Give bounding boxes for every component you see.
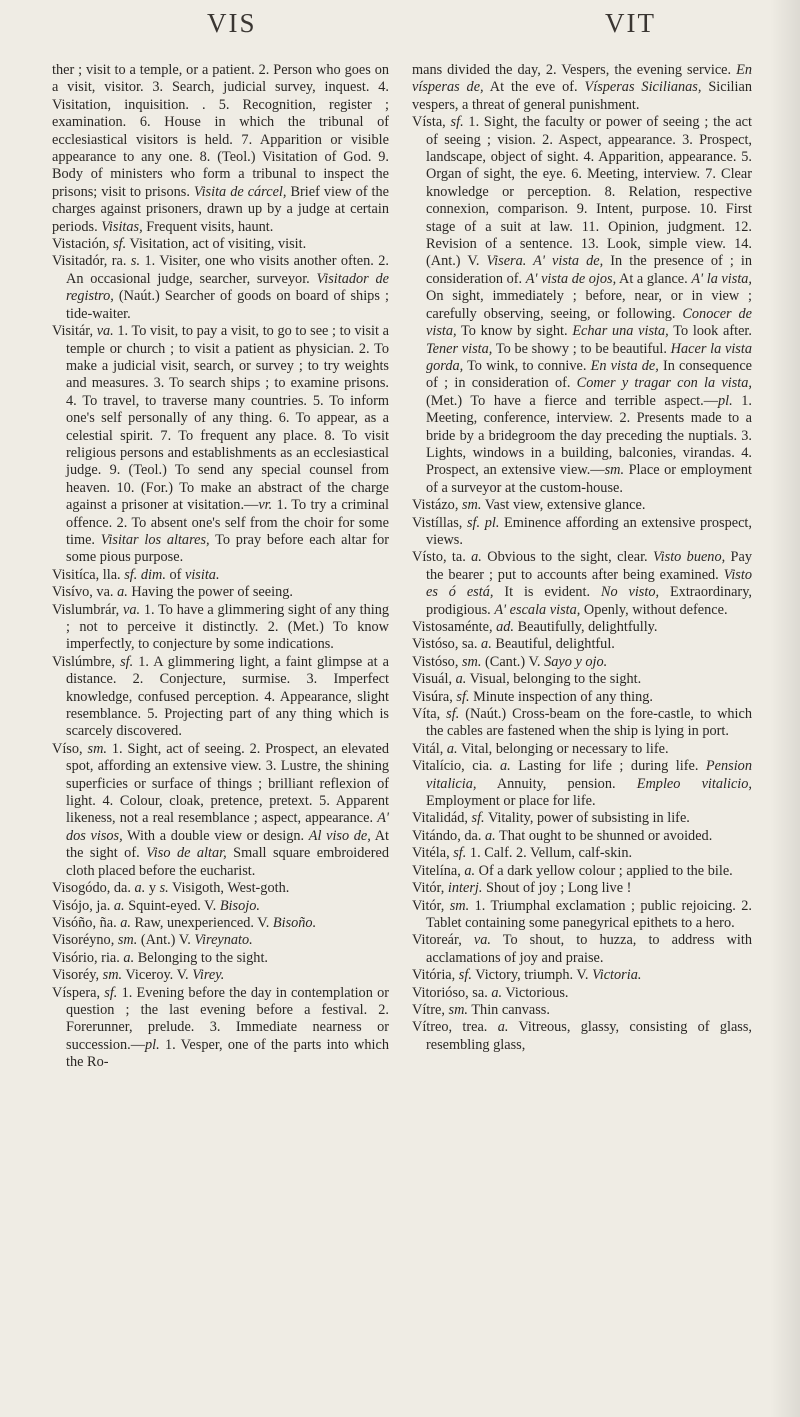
entry-italic-segment: visita.	[184, 566, 220, 583]
entry-italic-segment: va.	[123, 601, 141, 618]
entry-italic-segment: A' escala vista,	[494, 601, 581, 618]
entry-italic-segment: En vista de,	[590, 357, 659, 374]
entry-text-segment: Beautifully, delightfully.	[514, 619, 658, 635]
entry-italic-segment: a.	[481, 636, 492, 653]
entry-italic-segment: a.	[497, 1019, 509, 1036]
entry-italic-segment: sf.	[450, 114, 464, 131]
entry-text-segment: 1. Sight, act of seeing. 2. Prospect, an elevated spot, affording an extensive view. 3. Lustre, the shining superficies or surface of things ; brilliant reflexion of light. 4. Colour, cloak, pretence, pretext. 5. Apparent likeness, not a real resemblance ; aspect, appearance.	[66, 740, 389, 827]
entry-text-segment: Vitality, power of subsisting in life.	[484, 810, 690, 827]
entry-text-segment: Raw, unexperienced. V.	[130, 914, 273, 931]
dictionary-entry	[412, 880, 752, 897]
dictionary-entry	[412, 654, 752, 671]
entry-text-segment: Vitalidád,	[412, 810, 472, 827]
entry-text-segment: 1. Visiter, one who visits another often. 2. An occasional judge, searcher, surveyor.	[66, 253, 389, 287]
entry-text-segment: Annuity, pension.	[476, 775, 637, 792]
entry-text-segment: ther ; visit to a temple, or a patient. 2. Person who goes on a visit, visitor. 3. Search, judicial survey, inquest. 4. Visitation, inquisition. . 5. Recognition, register ; examination. 6. House in which the tribunal of ecclesiastical visitors is held. 7. Apparition or visible appearance to any one. 8. (Teol.) Visitation of God. 9. Body of ministers who form a tribunal to inspect the prisons; visit to prisons.	[52, 62, 389, 200]
entry-text-segment: Vitéla,	[412, 845, 454, 862]
dictionary-entry	[412, 985, 752, 1002]
entry-text-segment: 1. Sight, the faculty or power of seeing ; the act of seeing ; vision. 2. Aspect, appearance. 3. Prospect, landscape, object of sight. 4. Apparition, appearance. 5. Organ of sight, the eye. 6. Meeting, interview. 7. Clear knowledge or perception. 8. Relation, respective connexion, comparison. 9. Intent, purpose. 10. First stage of a suit at law. 11. Opinion, judgment. 12. Revision of a sentence. 13. Look, simple view. 14. (Ant.) V.	[426, 114, 753, 270]
dictionary-entry	[412, 497, 752, 514]
entry-text-segment: Víspera,	[52, 984, 105, 1001]
dictionary-entry	[412, 671, 752, 688]
entry-italic-segment: sf.	[113, 236, 127, 253]
entry-text-segment: Visogódo, da.	[52, 880, 135, 897]
entry-text-segment: Vistación,	[52, 236, 114, 253]
entry-italic-segment: sf.	[458, 967, 472, 984]
entry-text-segment: Of a dark yellow colour ; applied to the bile.	[475, 862, 733, 879]
entry-text-segment: 1. Vesper, one of the parts into which the Ro-	[66, 1036, 389, 1071]
left-column	[52, 62, 389, 1072]
dictionary-entry	[52, 950, 389, 967]
entry-text-segment: Vistázo,	[412, 497, 462, 514]
entry-text-segment: Vítre,	[412, 1001, 449, 1018]
entry-text-segment: Vísta,	[412, 114, 451, 131]
dictionary-entry	[52, 985, 389, 1072]
entry-italic-segment: s.	[130, 253, 141, 270]
entry-italic-segment: Vísperas Sicilianas,	[584, 79, 702, 96]
dictionary-entry	[412, 62, 752, 114]
entry-italic-segment: a.	[491, 984, 503, 1001]
entry-italic-segment: Hacer la vista gorda,	[426, 340, 752, 374]
entry-text-segment: With a double view or design.	[122, 827, 309, 844]
dictionary-entry	[412, 758, 752, 810]
entry-italic-segment: s.	[159, 880, 169, 897]
dictionary-entry	[52, 323, 389, 567]
entry-text-segment: 1. A glimmering light, a faint glimpse at a distance. 2. Conjecture, surmise. 3. Imperfect knowledge, confused perception. 4. Appearance, slight resemblance. 5. Projecting part of any thing which is scarcely discovered.	[66, 653, 389, 740]
entry-italic-segment: En vísperas de,	[412, 62, 752, 96]
entry-italic-segment: a.	[134, 880, 146, 897]
entry-italic-segment: a.	[464, 862, 476, 879]
entry-italic-segment: Bisoño.	[272, 914, 317, 931]
entry-text-segment: Shout of joy ; Long live !	[482, 880, 632, 897]
entry-text-segment: (Naút.) Searcher of goods on board of ships ; tide-waiter.	[66, 288, 389, 322]
entry-text-segment: Eminence affording an extensive prospect, views.	[426, 514, 752, 548]
entry-text-segment: Visitadór, ra.	[52, 253, 131, 270]
entry-text-segment: Lasting for life ; during life.	[510, 758, 706, 775]
entry-italic-segment: interj.	[447, 880, 483, 897]
entry-italic-segment: sm.	[461, 497, 482, 514]
dictionary-entry	[52, 967, 389, 984]
entry-italic-segment: sf.	[453, 845, 467, 862]
dictionary-entry	[412, 967, 752, 984]
entry-italic-segment: sf.	[446, 706, 460, 723]
entry-text-segment: Vítreo, trea.	[412, 1019, 498, 1036]
entry-text-segment: Visívo, va.	[52, 584, 118, 601]
dictionary-entry	[412, 549, 752, 619]
entry-text-segment: Vitória,	[412, 967, 459, 984]
entry-text-segment: Vitál,	[412, 740, 447, 757]
entry-text-segment: (Met.) To have a fierce and terrible aspect.—	[426, 392, 719, 409]
entry-text-segment: Víta,	[412, 706, 447, 723]
entry-text-segment: Vitoreár,	[412, 932, 474, 949]
running-header	[0, 8, 800, 48]
entry-text-segment: mans divided the day, 2. Vespers, the evening service.	[412, 62, 737, 78]
entry-italic-segment: Viso de altar,	[146, 845, 227, 862]
entry-italic-segment: Vireynato.	[194, 932, 253, 949]
entry-text-segment: Thin canvass.	[468, 1001, 550, 1018]
entry-italic-segment: Conocer de vista,	[426, 305, 752, 340]
dictionary-entry	[52, 584, 389, 601]
entry-text-segment: Víso,	[52, 740, 88, 757]
entry-text-segment: Brief view of the charges against prisoners, drawn up by a judge at certain periods.	[52, 183, 389, 235]
entry-text-segment: Visitíca, lla.	[52, 566, 125, 583]
entry-italic-segment: sf. dim.	[124, 566, 166, 583]
entry-text-segment: 1. Calf. 2. Vellum, calf-skin.	[466, 845, 633, 862]
entry-text-segment: At a glance.	[616, 270, 692, 287]
entry-text-segment: Visóño, ña.	[52, 914, 121, 931]
entry-italic-segment: Visitar los altares,	[100, 531, 210, 548]
entry-text-segment: In consequence of ; in consideration of.	[426, 357, 753, 392]
entry-italic-segment: a.	[123, 949, 135, 966]
entry-text-segment: y	[145, 880, 160, 897]
entry-text-segment: Belonging to the sight.	[134, 949, 268, 966]
dictionary-entry	[52, 567, 389, 584]
dictionary-entry	[412, 706, 752, 741]
entry-text-segment: Vislúmbre,	[52, 653, 121, 670]
entry-italic-segment: Comer y tragar con la vista,	[576, 375, 752, 392]
entry-text-segment: Vast view, extensive glance.	[481, 497, 646, 514]
entry-italic-segment: a.	[120, 914, 131, 931]
dictionary-entry	[412, 515, 752, 550]
entry-italic-segment: Sayo y ojo.	[544, 653, 608, 670]
dictionary-entry	[412, 932, 752, 967]
entry-text-segment: Vitór,	[412, 897, 450, 914]
dictionary-entry	[52, 915, 389, 932]
entry-italic-segment: a.	[471, 549, 482, 566]
entry-text-segment: Openly, without defence.	[580, 601, 728, 618]
dictionary-entry	[412, 689, 752, 706]
entry-italic-segment: a.	[113, 897, 125, 914]
entry-italic-segment: sm.	[87, 740, 107, 757]
entry-text-segment: Beautiful, delightful.	[491, 636, 615, 653]
entry-text-segment: Frequent visits, haunt.	[142, 218, 274, 235]
entry-text-segment: Visójo, ja.	[52, 897, 114, 914]
entry-text-segment: Visoréyno,	[52, 932, 118, 949]
dictionary-entry	[412, 636, 752, 653]
entry-text-segment: On sight, immediately ; before, near, or in view ; carefully observing, seeing, or following.	[426, 288, 752, 322]
entry-text-segment: Vitreous, glassy, consisting of glass, resembling glass,	[426, 1019, 753, 1053]
entry-italic-segment: Visitas,	[101, 218, 143, 235]
entry-text-segment: Visoréy,	[52, 967, 103, 984]
entry-italic-segment: sf.	[120, 653, 134, 670]
dictionary-entry	[412, 898, 752, 933]
entry-text-segment: Vitór,	[412, 880, 448, 897]
entry-italic-segment: Tener vista,	[426, 340, 493, 357]
entry-text-segment: (Ant.) V.	[137, 932, 195, 949]
entry-italic-segment: A' vista de ojos,	[525, 270, 617, 287]
entry-text-segment: Squint-eyed. V.	[124, 897, 220, 914]
entry-italic-segment: sm.	[448, 1001, 468, 1018]
entry-text-segment: Visigoth, West-goth.	[168, 880, 290, 897]
entry-italic-segment: No visto,	[600, 584, 660, 601]
entry-italic-segment: Empleo vitalicio,	[636, 775, 753, 792]
dictionary-entry	[412, 114, 752, 497]
entry-text-segment: To know by sight.	[456, 323, 573, 340]
entry-text-segment: Visúra,	[412, 688, 457, 705]
entry-text-segment: Extraordinary, prodigious.	[426, 584, 752, 618]
dictionary-entry	[412, 741, 752, 758]
entry-italic-segment: Victoria.	[592, 967, 642, 984]
entry-text-segment: Sicilian vespers, a threat of general punishment.	[412, 79, 752, 113]
entry-italic-segment: A' dos visos,	[66, 810, 389, 844]
entry-italic-segment: sf.	[456, 688, 470, 705]
entry-italic-segment: va.	[96, 323, 114, 340]
entry-text-segment: It is evident.	[493, 584, 601, 601]
entry-text-segment: Visitár,	[52, 323, 97, 340]
entry-text-segment: Vísto, ta.	[412, 549, 472, 566]
entry-italic-segment: Pension vitalicia,	[426, 758, 752, 792]
dictionary-entry	[52, 932, 389, 949]
entry-italic-segment: ad.	[496, 619, 514, 635]
dictionary-entry	[52, 654, 389, 741]
entry-text-segment: 1. To try a criminal offence. 2. To absent one's self from the choir for some time.	[66, 497, 389, 548]
entry-text-segment: Visuál,	[412, 671, 456, 688]
entry-italic-segment: pl.	[145, 1036, 160, 1053]
dictionary-entry	[52, 236, 389, 253]
entry-text-segment: Viceroy. V.	[122, 967, 193, 984]
entry-text-segment: Victorious.	[502, 984, 569, 1001]
entry-text-segment: Having the power of seeing.	[127, 584, 293, 601]
entry-text-segment: To look after.	[668, 323, 752, 340]
dictionary-entry	[52, 253, 389, 323]
entry-text-segment: Small square embroidered cloth placed before the eucharist.	[66, 845, 389, 879]
entry-text-segment: Vistíllas,	[412, 514, 467, 531]
entry-italic-segment: pl.	[718, 392, 733, 409]
entry-italic-segment: a.	[117, 584, 128, 601]
entry-italic-segment: a.	[485, 827, 496, 844]
entry-text-segment: At the sight of.	[66, 827, 390, 862]
entry-italic-segment: sf.	[104, 984, 118, 1001]
entry-italic-segment: Visera. A' vista de,	[486, 253, 604, 270]
entry-text-segment: (Cant.) V.	[481, 653, 545, 670]
entry-italic-segment: a.	[455, 671, 467, 688]
entry-italic-segment: sm.	[604, 462, 625, 479]
entry-italic-segment: Visitador de registro,	[66, 270, 389, 305]
entry-italic-segment: Visto bueno,	[652, 549, 726, 566]
entry-italic-segment: Bisojo.	[219, 897, 260, 914]
entry-text-segment: 1. Triumphal exclamation ; public rejoicing. 2. Tablet containing some panegyrical epithets to a hero.	[426, 897, 753, 931]
entry-text-segment: Vital, belonging or necessary to life.	[457, 740, 669, 757]
dictionary-entry	[412, 1019, 752, 1054]
entry-text-segment: To be showy ; to be beautiful.	[492, 340, 671, 357]
entry-italic-segment: sm.	[117, 932, 138, 949]
entry-italic-segment: sm.	[449, 897, 470, 914]
entry-text-segment: Visitation, act of visiting, visit.	[126, 236, 307, 253]
entry-text-segment: To shout, to huzza, to address with acclamations of joy and praise.	[426, 932, 752, 966]
entry-text-segment: At the eve of.	[483, 79, 585, 96]
entry-italic-segment: Al viso de,	[308, 827, 371, 844]
dictionary-entry	[52, 880, 389, 897]
entry-italic-segment: sf. pl.	[466, 514, 500, 531]
entry-italic-segment: sm.	[102, 967, 123, 984]
header-left-guideword: VIS	[207, 8, 257, 38]
entry-italic-segment: Echar una vista,	[572, 323, 669, 340]
entry-italic-segment: a.	[500, 758, 511, 775]
entry-text-segment: Employment or place for life.	[426, 793, 596, 810]
entry-text-segment: Place or employment of a surveyor at the custom-house.	[426, 462, 752, 496]
entry-text-segment: 1. Meeting, conference, interview. 2. Presents made to a bride by a bridegroom the day preceding the nuptials. 3. Lights, windows in a building, balconies, virandas. 4. Prospect, an extensive view.—	[426, 392, 752, 479]
header-right-guideword: VIT	[605, 8, 656, 38]
entry-text-segment: Obvious to the sight, clear.	[481, 549, 653, 566]
dictionary-entry	[412, 810, 752, 827]
dictionary-entry	[412, 828, 752, 845]
entry-italic-segment: Virey.	[192, 967, 225, 984]
dictionary-entry	[52, 898, 389, 915]
entry-italic-segment: sm.	[461, 653, 482, 670]
entry-text-segment: In the presence of ; in consideration of.	[426, 253, 752, 287]
entry-text-segment: Vitalício, cia.	[412, 758, 501, 775]
entry-text-segment: To pray before each altar for some pious purpose.	[66, 531, 389, 566]
entry-text-segment: of	[165, 566, 185, 583]
entry-text-segment: Vitándo, da.	[412, 827, 485, 844]
page-edge-shadow	[770, 0, 800, 1417]
entry-italic-segment: a.	[446, 740, 458, 757]
entry-text-segment: Minute inspection of any thing.	[469, 688, 653, 705]
dictionary-entry	[412, 845, 752, 862]
entry-text-segment: Vitelína,	[412, 862, 465, 879]
entry-text-segment: Vistosaménte,	[412, 619, 497, 635]
entry-text-segment: Vitorióso, sa.	[412, 984, 492, 1001]
entry-text-segment: 1. To have a glimmering sight of any thing ; not to perceive it distinctly. 2. (Met.) To know imperfectly, to conjecture by some indications.	[66, 601, 389, 653]
entry-text-segment: (Naút.) Cross-beam on the fore-castle, to which the cables are fastened when the ship is lying in port.	[426, 706, 753, 740]
entry-italic-segment: va.	[473, 932, 491, 949]
entry-italic-segment: Visto es ó está,	[426, 566, 752, 601]
dictionary-entry	[52, 741, 389, 880]
entry-text-segment: Vistóso,	[412, 653, 462, 670]
entry-italic-segment: vr.	[258, 497, 273, 514]
dictionary-entry	[412, 1002, 752, 1019]
entry-text-segment: Pay the bearer ; put to accounts after being examined.	[426, 549, 752, 583]
dictionary-entry	[412, 863, 752, 880]
entry-text-segment: 1. Evening before the day in contemplation or question ; the last evening before a festival. 2. Forerunner, prelude. 3. Immediate nearness or succession.—	[66, 984, 389, 1053]
entry-text-segment: Visório, ria.	[52, 949, 124, 966]
entry-text-segment: Vistóso, sa.	[412, 636, 482, 653]
entry-text-segment: Vislumbrár,	[52, 601, 124, 618]
entry-italic-segment: A' la vista,	[691, 270, 753, 287]
entry-italic-segment: Visita de cárcel,	[193, 183, 287, 200]
dictionary-entry	[52, 62, 389, 236]
entry-text-segment: To wink, to connive.	[463, 357, 591, 374]
dictionary-entry	[412, 619, 752, 636]
entry-italic-segment: sf.	[471, 810, 485, 827]
entry-text-segment: Visual, belonging to the sight.	[466, 671, 642, 688]
right-column	[412, 62, 752, 1054]
entry-text-segment: Victory, triumph. V.	[471, 967, 593, 984]
dictionary-entry	[52, 602, 389, 654]
entry-text-segment: 1. To visit, to pay a visit, to go to see ; to visit a temple or church ; to visit a patient as physician. 2. To make a judicial visit, search, or survey ; to try weights and measures. 3. To search ships ; to examine prisons. 4. To travel, to traverse many countries. 5. To inform one's self personally of any thing. 6. To appear, as a celestial spirit. 7. To frequent any place. 8. To visit religious persons and establishments as an ecclesiastical judge. 9. (Teol.) To send any special counsel from heaven. 10. (For.) To make an abstract of the charge against a prisoner at visitation.—	[66, 323, 389, 514]
entry-text-segment: That ought to be shunned or avoided.	[495, 827, 713, 844]
